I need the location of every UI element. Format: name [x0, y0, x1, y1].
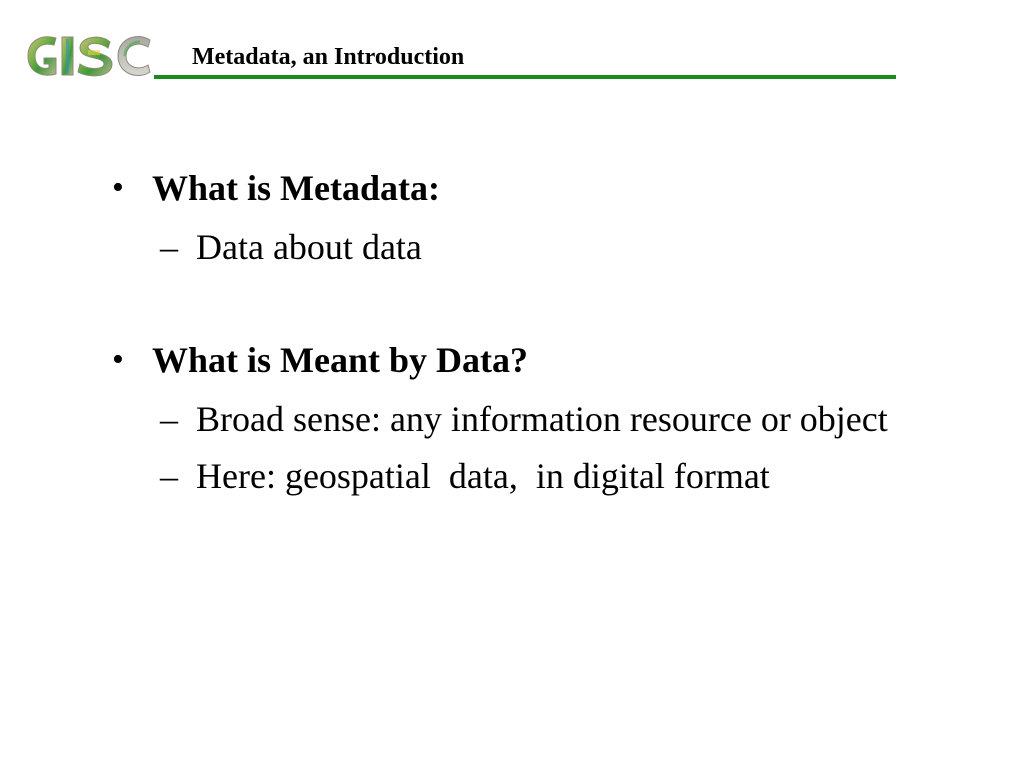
bullet-heading: What is Metadata:: [152, 168, 440, 208]
sub-bullet-marker: –: [160, 227, 178, 267]
sub-bullet-marker: –: [160, 456, 178, 496]
sub-bullet-text: Broad sense: any information resource or object: [196, 399, 888, 439]
bullet-heading: What is Meant by Data?: [152, 340, 528, 380]
sub-bullet-text: Data about data: [196, 227, 422, 267]
bullet-marker: •: [112, 169, 124, 206]
slide-title: Metadata, an Introduction: [192, 44, 465, 70]
sub-bullet-text: Here: geospatial data, in digital format: [196, 456, 770, 496]
bullet-marker: •: [112, 341, 124, 378]
sub-bullet-marker: –: [160, 399, 178, 439]
